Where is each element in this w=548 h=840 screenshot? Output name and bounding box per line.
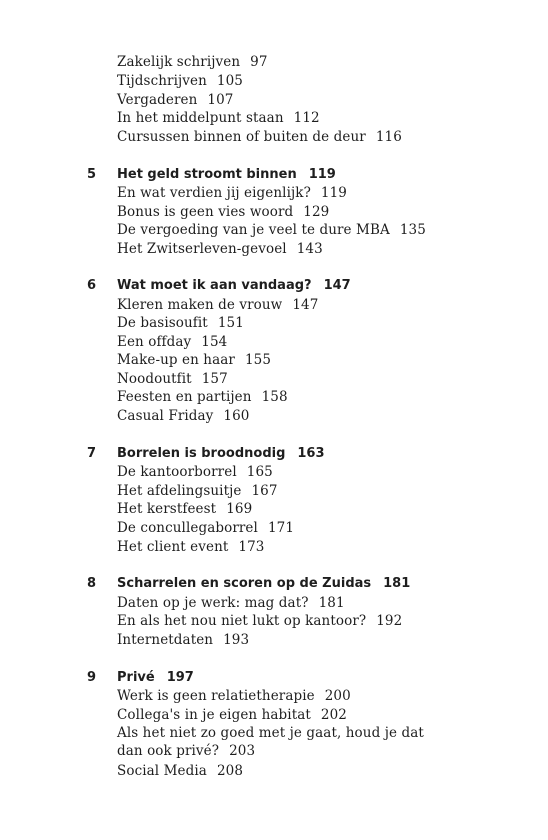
toc-entry-page: 165 [246,464,273,480]
toc-entry-title: Cursussen binnen of buiten de deur [117,129,366,145]
toc-entry-page: 202 [320,707,347,723]
toc-entry [117,351,271,369]
toc-entry [117,594,345,612]
chapter-number: 9 [87,670,97,685]
toc-entry-title: Make-up en haar [117,352,235,368]
toc-entry-page: 155 [244,352,272,368]
toc-entry-page: 208 [216,763,244,779]
toc-entry [117,91,234,109]
toc-entry-title: Het afdelingsuitje [117,483,242,499]
toc-entry-page: 129 [303,204,330,220]
toc-entry-page: 173 [238,539,265,555]
toc-entry-page: 169 [226,501,253,517]
toc-entry-title: Noodoutfit [117,371,192,387]
toc-entry-title: Het Zwitserleven-gevoel [117,241,287,257]
toc-entry [117,463,273,481]
toc-entry-title: In het middelpunt staan [117,110,284,126]
toc-entry-page: 167 [251,483,278,499]
toc-entry [117,687,351,705]
toc-entry [117,128,402,146]
toc-entry-page: 181 [318,595,345,611]
toc-entry-page: 107 [207,92,234,108]
toc-entry-title: De concullegaborrel [117,520,258,536]
chapter-page: 197 [166,670,194,685]
toc-entry-page: 193 [223,632,250,648]
toc-entry [117,53,268,71]
toc-entry-page: 157 [201,371,228,387]
toc-entry-page: 160 [223,408,250,424]
toc-entry [117,221,426,239]
chapter-number: 5 [87,167,97,182]
toc-entry-title: Vergaderen [117,92,198,108]
chapter-number: 8 [87,576,97,591]
toc-entry-title: Internetdaten [117,632,214,648]
toc-entry [117,388,288,406]
toc-entry-title: Tijdschrijven [117,73,207,89]
chapter-page: 119 [308,167,336,182]
toc-entry-page: 147 [292,297,319,313]
toc-entry-page: 105 [216,73,243,89]
chapter-heading [117,277,351,295]
toc-entry-title: De vergoeding van je veel te dure MBA [117,222,390,238]
toc-entry-page: 154 [201,334,228,350]
toc-entry [117,538,264,556]
toc-entry [117,370,228,388]
toc-entry-page: 151 [217,315,244,331]
toc-entry-title: Collega's in je eigen habitat [117,707,311,723]
toc-entry-page: 158 [261,389,288,405]
toc-entry-title: Bonus is geen vies woord [117,204,294,220]
toc-entry-page: 135 [399,222,426,238]
toc-entry-page: 192 [376,613,403,629]
toc-entry [117,724,427,760]
toc-entry-title: De basisoufit [117,315,208,331]
chapter-page: 181 [383,576,411,591]
toc-entry-title: Het client event [117,539,229,555]
toc-entry-title: Feesten en partijen [117,389,252,405]
toc-entry-title: Casual Friday [117,408,214,424]
toc-entry-title: Kleren maken de vrouw [117,297,283,313]
toc-entry [117,314,244,332]
toc-entry [117,612,402,630]
toc-entry-title: Zakelijk schrijven [117,54,241,70]
chapter-number: 7 [87,446,97,461]
chapter-heading [117,166,336,184]
chapter-page: 147 [323,278,351,293]
toc-entry [117,482,278,500]
toc-entry-title: Daten op je werk: mag dat? [117,595,309,611]
toc-entry-page: 200 [324,688,351,704]
chapter-heading [117,575,410,593]
chapter-title: Borrelen is broodnodig [117,446,286,461]
toc-entry-title: Een offday [117,334,192,350]
toc-entry-title: Het kerstfeest [117,501,217,517]
toc-entry-page: 119 [320,185,347,201]
toc-entry [117,296,318,314]
toc-entry-page: 171 [267,520,295,536]
toc-entry [117,500,252,518]
toc-entry-title: De kantoorborrel [117,464,237,480]
chapter-title: Scharrelen en scoren op de Zuidas [117,576,372,591]
toc-entry-title: En wat verdien jij eigenlijk? [117,185,311,201]
chapter-number: 6 [87,278,97,293]
toc-entry [117,519,294,537]
toc-entry-page: 116 [375,129,402,145]
toc-entry-page: 112 [293,110,320,126]
toc-entry [117,240,323,258]
toc-entry [117,72,243,90]
toc-entry-title: Werk is geen relatietherapie [117,688,315,704]
toc-entry-page: 143 [296,241,323,257]
toc-entry-title: Als het niet zo goed met je gaat, houd je dat dan ook privé? [117,725,424,759]
chapter-title: Wat moet ik aan vandaag? [117,278,312,293]
toc-entry [117,203,329,221]
chapter-heading [117,445,325,463]
toc-entry-title: En als het nou niet lukt op kantoor? [117,613,367,629]
toc-entry-page: 203 [229,743,256,759]
toc-entry-title: Social Media [117,763,207,779]
toc-entry [117,333,227,351]
toc-entry [117,631,249,649]
chapter-title: Het geld stroomt binnen [117,167,297,182]
toc-entry [117,762,243,780]
chapter-page: 163 [297,446,325,461]
toc-entry [117,706,347,724]
chapter-title: Privé [117,670,155,685]
toc-entry-page: 97 [250,54,268,70]
toc-entry [117,184,347,202]
toc-entry [117,407,250,425]
chapter-heading [117,669,194,687]
toc-entry [117,109,320,127]
